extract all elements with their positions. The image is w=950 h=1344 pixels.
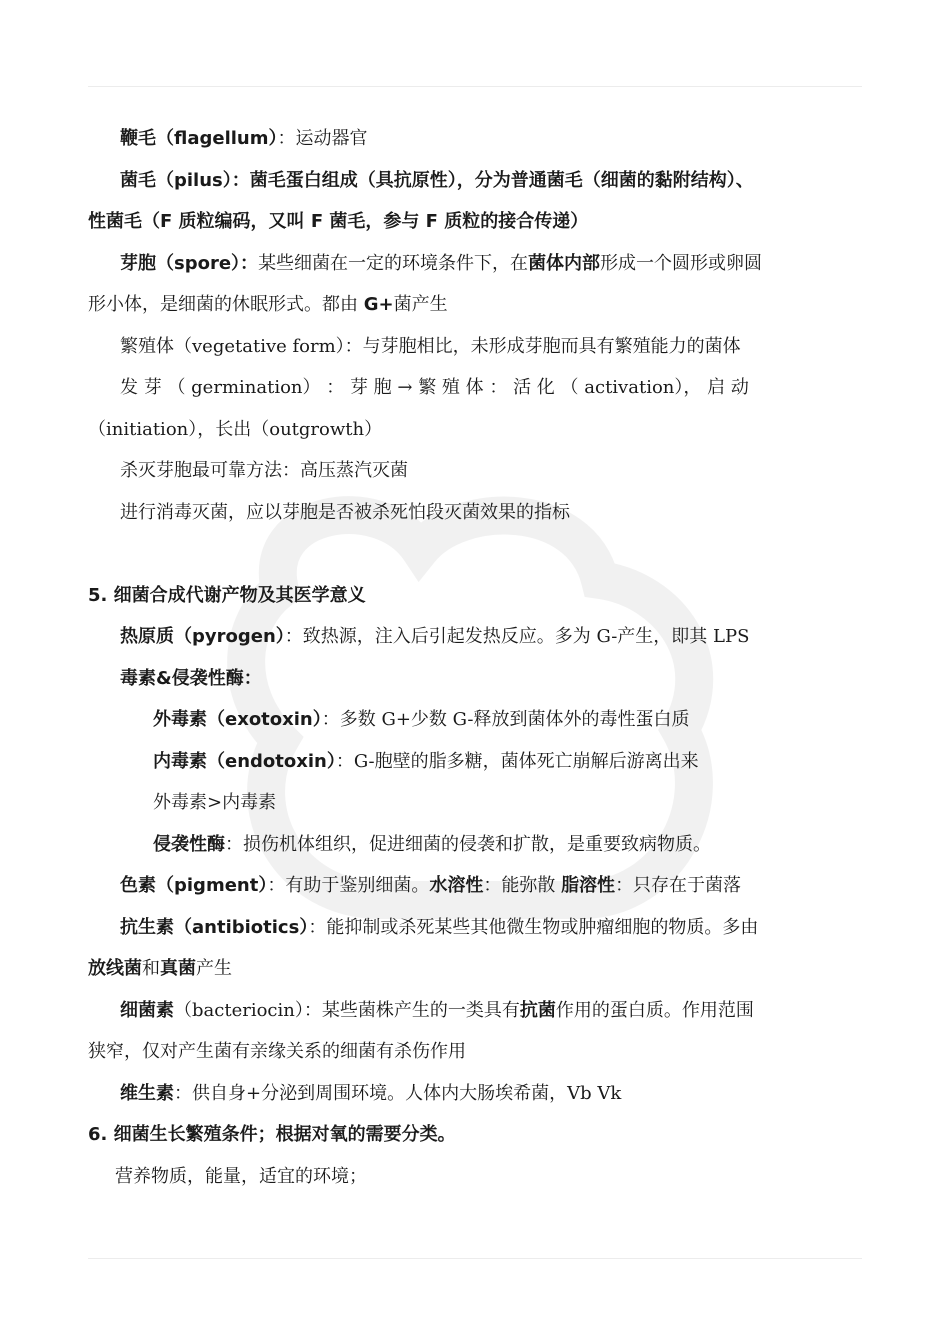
spore2-bold: G+ (363, 294, 394, 315)
exotoxin-line (153, 707, 689, 733)
invasive-desc: ：损伤机体组织，促进细菌的侵袭和扩散，是重要致病物质。 (225, 834, 711, 855)
kill-line: 杀灭芽胞最可靠方法：高压蒸汽灭菌 (120, 460, 408, 481)
endotoxin-line (153, 749, 699, 775)
germination-line-2: （initiation），长出（outgrowth） (88, 419, 383, 440)
compare-line: 外毒素>内毒素 (153, 792, 277, 813)
nutrition-line: 营养物质，能量，适宜的环境； (115, 1166, 367, 1187)
antibiotic-desc: ：能抑制或杀死某些其他微生物或肿瘤细胞的物质。多由 (308, 917, 759, 938)
antibiotic-line-1 (120, 915, 758, 941)
pigment-term: 色素（pigment） (120, 875, 268, 896)
toxin-heading: 毒素&侵袭性酶： (120, 668, 262, 689)
antibiotic2-bold-2: 真菌 (160, 958, 196, 979)
exotoxin-desc: ：多数 G+少数 G-释放到菌体外的毒性蛋白质 (321, 709, 690, 730)
pyrogen-desc: ：致热源，注入后引起发热反应。多为 G-产生，即其 LPS (284, 626, 750, 647)
bacteriocin-line-2: 狭窄，仅对产生菌有亲缘关系的细菌有杀伤作用 (88, 1041, 466, 1062)
bacteriocin-line-1 (120, 998, 754, 1024)
footer-rule (88, 1258, 862, 1259)
invasive-line (153, 832, 711, 858)
vitamin-desc: ：供自身+分泌到周围环境。人体内大肠埃希菌，Vb Vk (174, 1083, 622, 1104)
antibiotic-line-2 (88, 956, 232, 982)
endotoxin-desc: ：G-胞壁的脂多糖，菌体死亡崩解后游离出来 (335, 751, 699, 772)
flagellum-line (120, 126, 368, 152)
bacteriocin-desc-2: 作用的蛋白质。作用范围 (555, 1000, 754, 1021)
pigment-bold-2: 脂溶性 (561, 875, 616, 896)
spore-line-2 (88, 292, 448, 318)
vegetative-line: 繁殖体（vegetative form）：与芽胞相比，未形成芽胞而具有繁殖能力的菌体 (120, 336, 741, 357)
spore-term: 芽胞（spore）： (120, 253, 259, 274)
pigment-bold-1: 水溶性 (429, 875, 484, 896)
pigment-desc-1: ：有助于鉴别细菌。 (267, 875, 430, 896)
pigment-desc-3: ：只存在于菌落 (615, 875, 742, 896)
pyrogen-line (120, 624, 749, 650)
section-6-heading: 6. 细菌生长繁殖条件；根据对氧的需要分类。 (88, 1124, 456, 1145)
section-5-heading: 5. 细菌合成代谢产物及其医学意义 (88, 585, 366, 606)
flagellum-desc: ：运动器官 (277, 128, 368, 149)
endotoxin-term: 内毒素（endotoxin） (153, 751, 336, 772)
germination-line-1: 发 芽 （ germination） ： 芽 胞 → 繁 殖 体 ： 活 化 （ activation）， 启 动 (120, 377, 749, 398)
spore-bold: 菌体内部 (528, 253, 601, 274)
vitamin-line (120, 1081, 621, 1107)
antibiotic2-desc-1: 和 (142, 958, 160, 979)
spore-desc-1: 某些细菌在一定的环境条件下，在 (258, 253, 529, 274)
pyrogen-term: 热原质（pyrogen） (120, 626, 285, 647)
exotoxin-term: 外毒素（exotoxin） (153, 709, 322, 730)
pilus-line-2: 性菌毛（F 质粒编码，又叫 F 菌毛，参与 F 质粒的接合传递） (88, 211, 589, 232)
bacteriocin-term: 细菌素 (120, 1000, 174, 1021)
disinfect-line: 进行消毒灭菌，应以芽胞是否被杀死怕段灭菌效果的指标 (120, 502, 570, 523)
invasive-term: 侵袭性酶 (153, 834, 225, 855)
antibiotic-term: 抗生素（antibiotics） (120, 917, 309, 938)
spore2-desc-2: 菌产生 (393, 294, 448, 315)
pilus-line-1: 菌毛（pilus）：菌毛蛋白组成（具抗原性），分为普通菌毛（细菌的黏附结构）、 (120, 170, 754, 191)
vitamin-term: 维生素 (120, 1083, 174, 1104)
pigment-line (120, 873, 741, 899)
pigment-desc-2: ：能弥散 (483, 875, 562, 896)
antibiotic2-desc-2: 产生 (196, 958, 232, 979)
spore-line-1 (120, 251, 762, 277)
antibiotic2-bold-1: 放线菌 (88, 958, 142, 979)
bacteriocin-bold: 抗菌 (519, 1000, 556, 1021)
spore2-desc: 形小体，是细菌的休眠形式。都由 (88, 294, 364, 315)
spore-desc-2: 形成一个圆形或卵圆 (600, 253, 763, 274)
bacteriocin-desc-1: （bacteriocin）：某些菌株产生的一类具有 (174, 1000, 520, 1021)
flagellum-term: 鞭毛（flagellum） (120, 128, 278, 149)
header-rule (88, 86, 862, 87)
